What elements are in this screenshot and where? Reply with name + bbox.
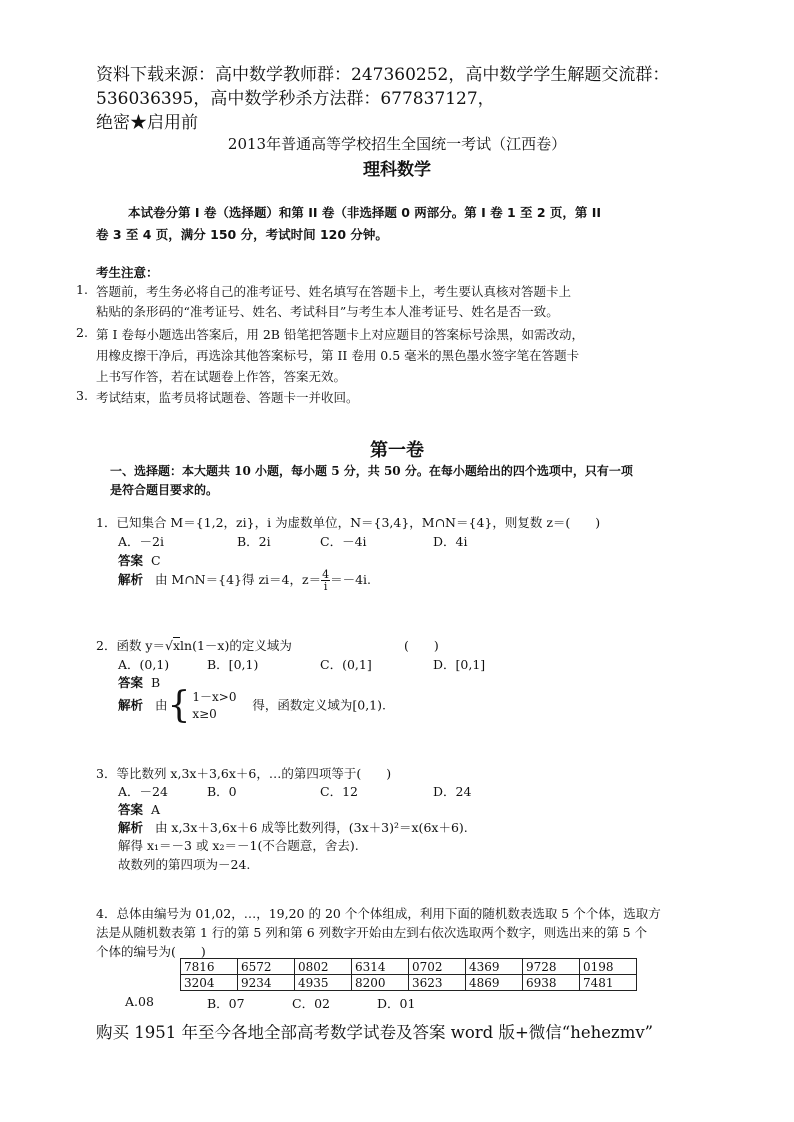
q2-option-d: D．[0,1]	[433, 657, 486, 672]
source-line-2: 536036395，高中数学秒杀方法群：677837127，	[96, 89, 495, 109]
table-cell: 3204	[181, 975, 238, 991]
table-cell: 6572	[238, 959, 295, 975]
q1-analysis-label: 解析	[118, 572, 144, 587]
exam-title: 2013年普通高等学校招生全国统一考试（江西卷）	[227, 135, 567, 153]
q4-line-2: 法是从随机数表第 1 行的第 5 列和第 6 列数字开始由左到右依次选取两个数字，则选出来的第 5 个	[96, 925, 648, 940]
table-row	[181, 959, 637, 975]
q2-sys-2: x≥0	[192, 707, 217, 721]
section-title: 第一卷	[370, 440, 424, 461]
q4-option-b: B．07	[207, 996, 245, 1011]
q4-option-d: D．01	[377, 996, 416, 1011]
q2-option-a: A．(0,1)	[118, 657, 170, 672]
q2-analysis-pre: 由	[154, 697, 168, 713]
q3-option-d: D．24	[433, 784, 472, 799]
q1-option-b: B．2i	[237, 534, 271, 549]
secret-label: 绝密★启用前	[96, 113, 198, 133]
q2-system	[192, 689, 236, 723]
q1-option-d: D．4i	[433, 534, 468, 549]
table-cell: 6938	[523, 975, 580, 991]
q1-option-a: A．－2i	[118, 534, 164, 549]
q3-analysis-3: 故数列的第四项为－24.	[118, 857, 251, 872]
q1-frac-top: 4	[322, 568, 330, 581]
q2-paren: ( )	[404, 638, 439, 653]
intro-line-2: 卷 3 至 4 页，满分 150 分，考试时间 120 分钟。	[96, 227, 388, 242]
section-desc-1: 一、选择题：本大题共 10 小题，每小题 5 分，共 50 分。在每小题给出的四个选项中，只有一项	[110, 464, 633, 478]
q1-option-c: C．－4i	[320, 534, 367, 549]
note-item-2-line-3: 上书写作答，若在试题卷上作答，答案无效。	[96, 369, 347, 384]
note-item-1-line-1: 答题前，考生务必将自己的准考证号、姓名填写在答题卡上，考生要认真核对答题卡上	[96, 284, 572, 299]
q1-stem: 1．已知集合 M＝{1,2，zi}，i 为虚数单位，N＝{3,4}，M∩N＝{4}，则复数 z＝( )	[96, 515, 601, 530]
q2-brace: {	[167, 685, 191, 726]
q1-fraction	[321, 569, 330, 592]
q3-answer-value: A	[150, 802, 160, 817]
q2-analysis-label: 解析	[118, 697, 144, 713]
table-cell: 3623	[409, 975, 466, 991]
table-cell: 0198	[580, 959, 637, 975]
q3-option-b: B．0	[207, 784, 237, 799]
intro-line-1: 本试卷分第 I 卷（选择题）和第 II 卷（非选择题 0 两部分。第 I 卷 1 至 2 页，第 II	[128, 205, 602, 220]
notes-heading: 考生注意：	[96, 265, 159, 280]
q4-line-3: 个体的编号为( )	[96, 944, 206, 959]
q2-analysis	[118, 685, 386, 726]
q2-option-b: B．[0,1)	[207, 657, 259, 672]
random-number-table	[180, 958, 637, 991]
q2-stem-pre: 2．函数 y＝	[96, 638, 165, 653]
table-cell: 4935	[295, 975, 352, 991]
q1-analysis-post: ＝－4i.	[330, 572, 372, 587]
q2-stem-sqrt: x	[172, 638, 181, 653]
table-cell: 7481	[580, 975, 637, 991]
q1-analysis	[118, 568, 371, 592]
table-cell: 0802	[295, 959, 352, 975]
q4-option-a: A.08	[125, 994, 154, 1009]
note-item-2-line-2: 用橡皮擦干净后，再选涂其他答案标号，第 II 卷用 0.5 毫米的黑色墨水签字笔在答题卡	[96, 348, 580, 363]
q2-stem: 2．函数 y＝√xln(1－x)的定义域为	[96, 638, 292, 653]
q2-answer-label: 答案	[118, 675, 144, 690]
table-cell: 4369	[466, 959, 523, 975]
table-cell: 7816	[181, 959, 238, 975]
note-item-1-num: 1.	[76, 282, 88, 297]
q2-analysis-post: 得，函数定义域为[0,1).	[252, 697, 386, 713]
table-cell: 4869	[466, 975, 523, 991]
q1-frac-bot: i	[323, 580, 328, 593]
q3-analysis-2: 解得 x₁＝－3 或 x₂＝－1(不合题意，舍去).	[118, 838, 359, 853]
section-desc-2: 是符合题目要求的。	[110, 483, 219, 497]
note-item-2-num: 2.	[76, 325, 88, 340]
q1-answer	[118, 551, 161, 569]
q3-analysis-text-1: 由 x,3x＋3,6x＋6 成等比数列得，(3x＋3)²＝x(6x＋6).	[154, 820, 468, 835]
source-line-1: 资料下载来源：高中数学教师群：247360252，高中数学学生解题交流群：	[96, 65, 670, 85]
note-item-1-line-2: 粘贴的条形码的“准考证号、姓名、考试科目”与考生本人准考证号、姓名是否一致。	[96, 304, 559, 319]
q3-option-a: A．－24	[118, 784, 168, 799]
note-item-3-num: 3.	[76, 388, 88, 403]
q2-option-c: C．(0,1]	[320, 657, 372, 672]
q3-answer-label: 答案	[118, 802, 144, 817]
note-item-2-line-1: 第 I 卷每小题选出答案后，用 2B 铅笔把答题卡上对应题目的答案标号涂黑，如需改动，	[96, 327, 584, 342]
q2-stem-post: ln(1－x)的定义域为	[180, 638, 292, 653]
note-item-3-line-1: 考试结束，监考员将试题卷、答题卡一并收回。	[96, 390, 359, 405]
q3-analysis-label: 解析	[118, 820, 144, 835]
footer-ad: 购买 1951 年至今各地全部高考数学试卷及答案 word 版+微信“hehezmv”	[96, 1023, 654, 1042]
q3-stem: 3．等比数列 x,3x＋3,6x＋6，…的第四项等于( )	[96, 766, 392, 781]
q2-answer-value: B	[150, 675, 161, 690]
q3-analysis-1	[118, 818, 468, 836]
q3-answer	[118, 800, 160, 818]
q1-answer-value: C	[150, 553, 161, 568]
q2-sys-1: 1－x>0	[192, 690, 237, 704]
table-cell: 9234	[238, 975, 295, 991]
table-cell: 6314	[352, 959, 409, 975]
q3-option-c: C．12	[320, 784, 358, 799]
q4-option-c: C．02	[292, 996, 330, 1011]
table-cell: 0702	[409, 959, 466, 975]
q1-analysis-pre: 由 M∩N＝{4}得 zi＝4，z＝	[154, 572, 322, 587]
q4-line-1: 4．总体由编号为 01,02，…，19,20 的 20 个个体组成，利用下面的随机数表选取 5 个个体，选取方	[96, 906, 661, 921]
table-cell: 9728	[523, 959, 580, 975]
q1-answer-label: 答案	[118, 553, 144, 568]
subject-title: 理科数学	[363, 160, 431, 180]
table-cell: 8200	[352, 975, 409, 991]
table-row	[181, 975, 637, 991]
